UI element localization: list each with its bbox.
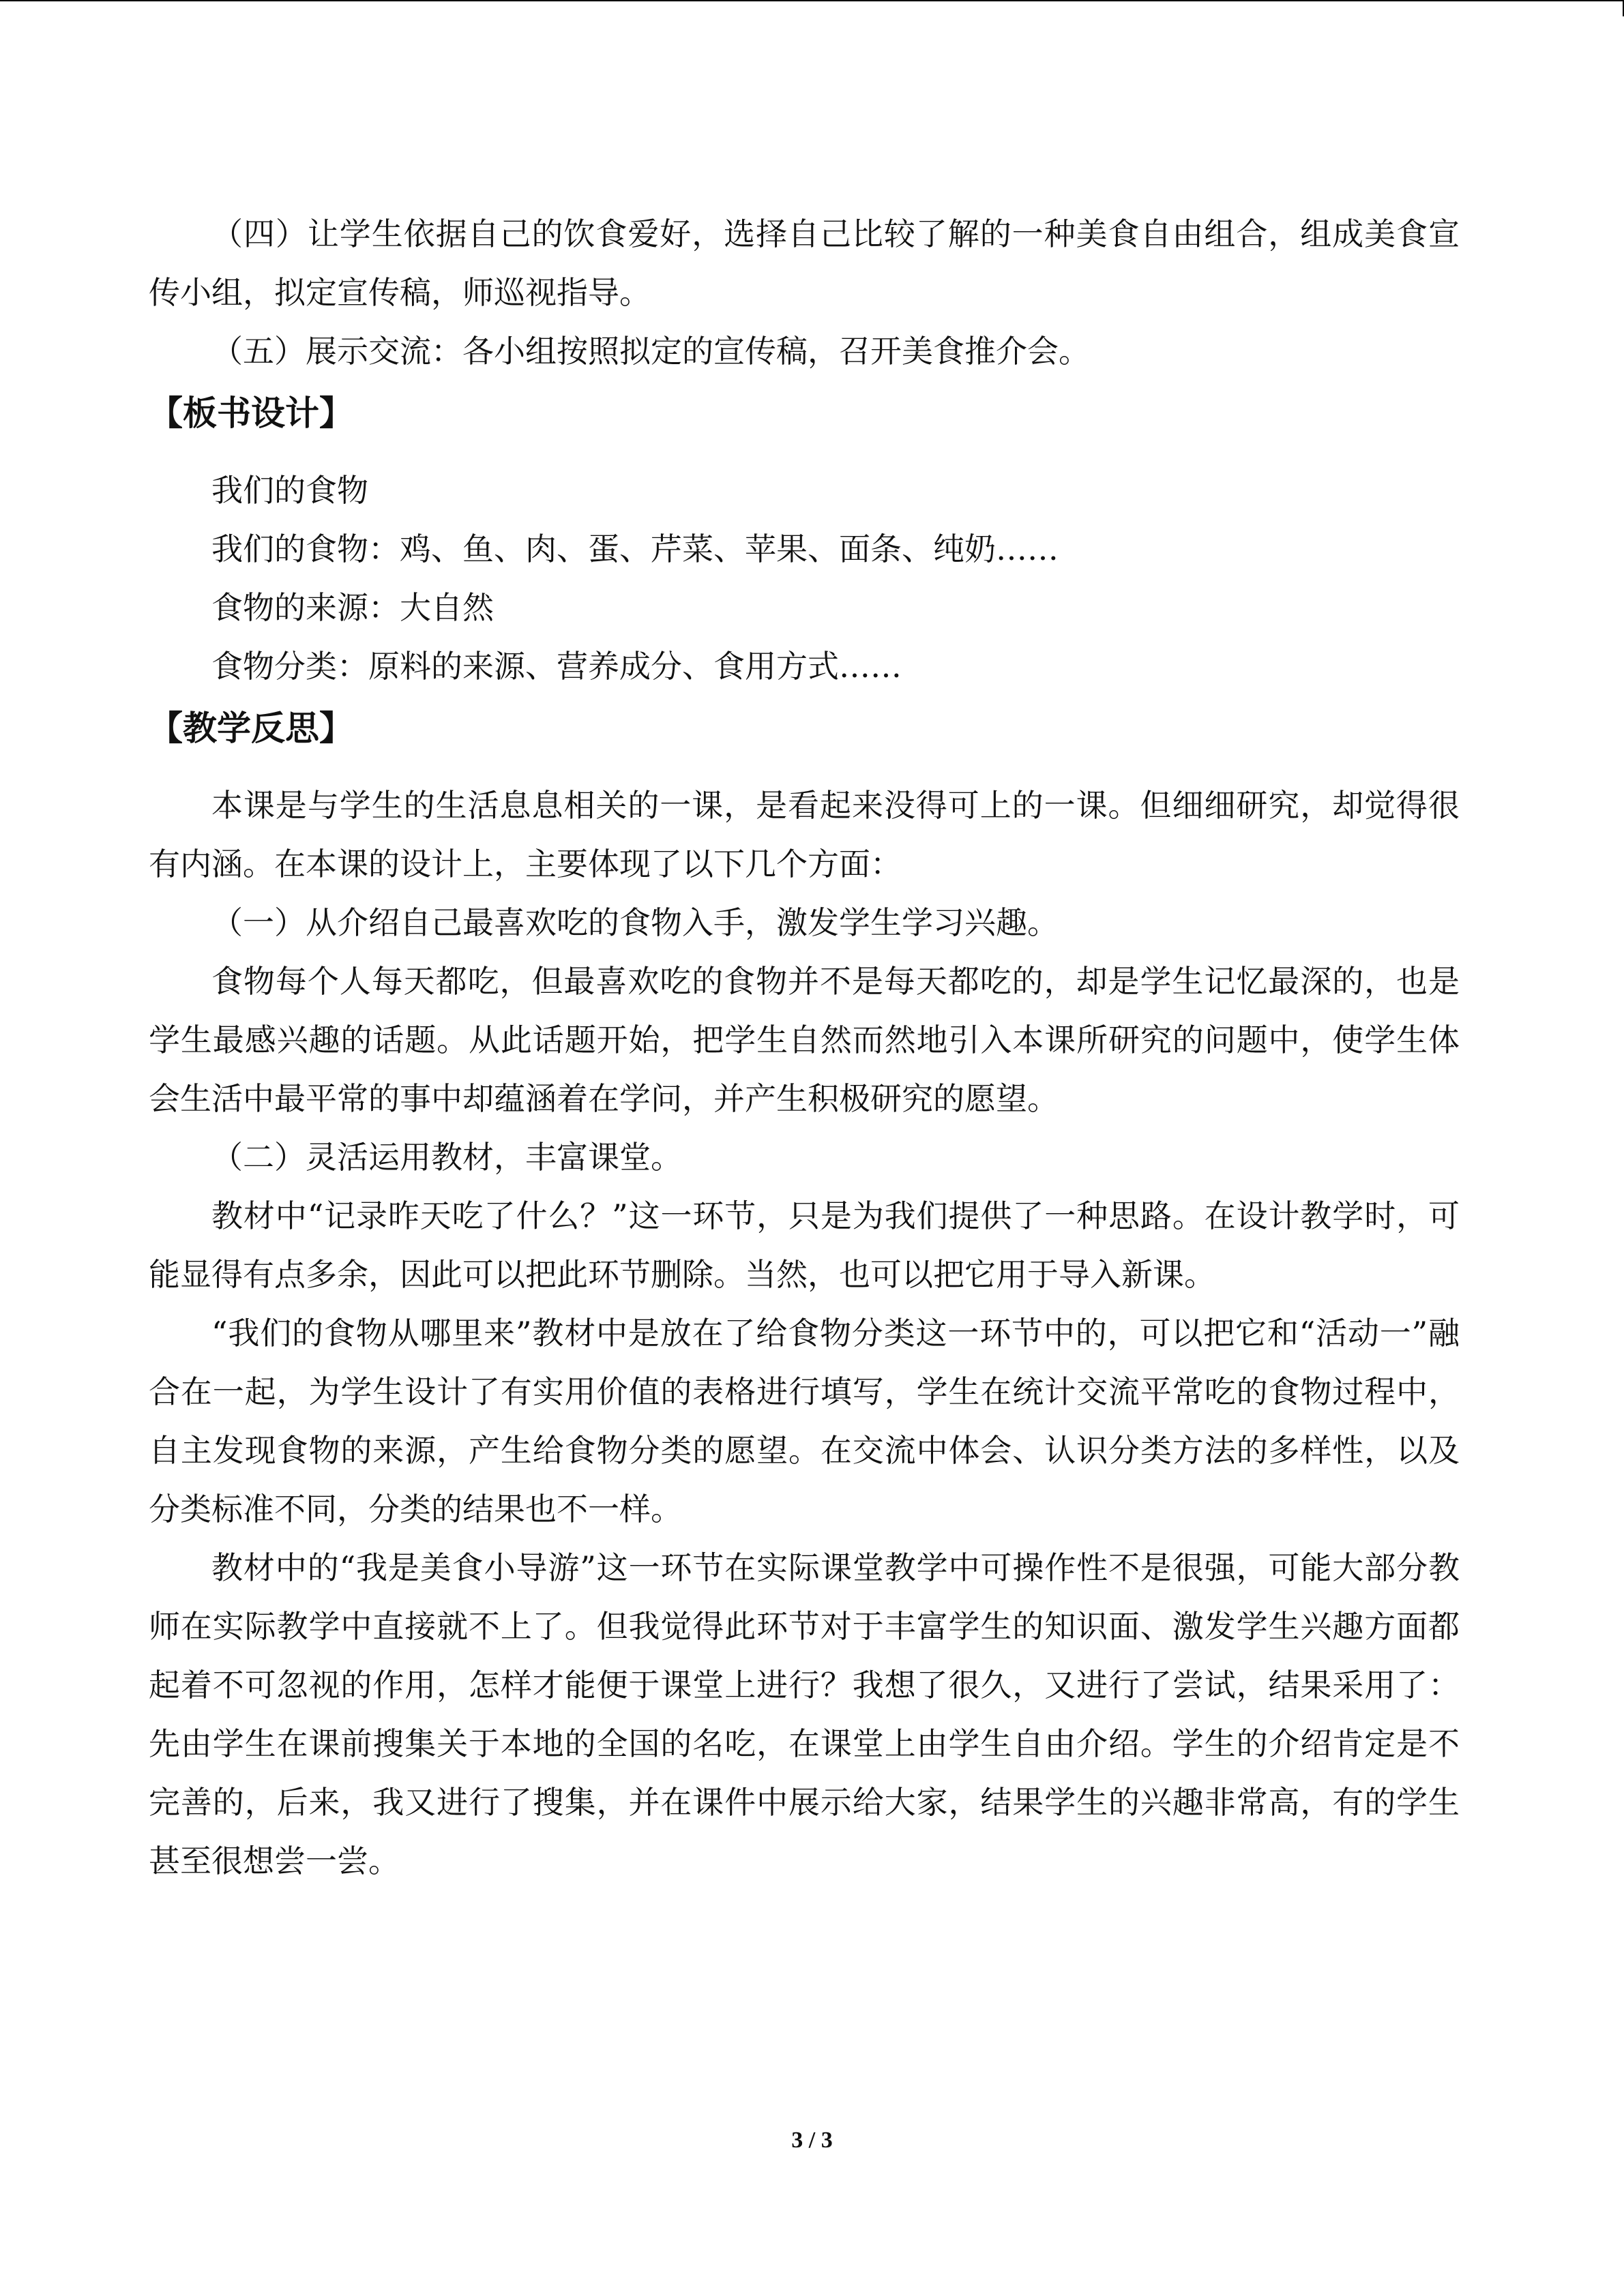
board-line: 食物分类：原料的来源、营养成分、食用方式……	[211, 648, 902, 685]
reflection-paragraph: 教材中“记录昨天吃了什么？”这一环节，只是为我们提供了一种思路。在设计教学时，可能显得有点多余，因此可以把此环节删除。当然，也可以把它用于导入新课。	[149, 1197, 1460, 1293]
board-line: 我们的食物：鸡、鱼、肉、蛋、芹菜、苹果、面条、纯奶……	[211, 531, 1059, 567]
page-number: 3 / 3	[791, 2128, 833, 2153]
reflection-paragraph: 教材中的“我是美食小导游”这一环节在实际课堂教学中可操作性不是很强，可能大部分教师在实际教学中直接就不上了。但我觉得此环节对于丰富学生的知识面、激发学生兴趣方面都起着不可忽视的作用，怎样才能便于课堂上进行？我想了很久，又进行了尝试，结果采用了：先由学生在课前搜集关于本地的全国的名吃，在课堂上由学生自由介绍。学生的介绍肯定是不完善的，后来，我又进行了搜集，并在课件中展示给大家，结果学生的兴趣非常高，有的学生甚至很想尝一尝。	[149, 1549, 1460, 1879]
reflection-paragraph: （二）灵活运用教材，丰富课堂。	[211, 1139, 682, 1176]
board-line: 我们的食物	[211, 472, 368, 509]
paragraph-step-4: （四）让学生依据自己的饮食爱好，选择自己比较了解的一种美食自由组合，组成美食宣传小组，拟定宣传稿，师巡视指导。	[149, 215, 1460, 311]
reflection-paragraph: （一）从介绍自己最喜欢吃的食物入手，激发学生学习兴趣。	[211, 904, 1059, 941]
reflection-paragraph: 本课是与学生的生活息息相关的一课，是看起来没得可上的一课。但细细研究，却觉得很有内涵。在本课的设计上，主要体现了以下几个方面：	[149, 787, 1460, 882]
teaching-reflection-heading: 【教学反思】	[149, 709, 353, 748]
paragraph-step-5: （五）展示交流：各小组按照拟定的宣传稿，召开美食推介会。	[211, 333, 1090, 370]
board-line: 食物的来源：大自然	[211, 589, 494, 626]
board-design-heading: 【板书设计】	[149, 393, 353, 433]
reflection-paragraph: “我们的食物从哪里来”教材中是放在了给食物分类这一环节中的，可以把它和“活动一”融合在一起，为学生设计了有实用价值的表格进行填写，学生在统计交流平常吃的食物过程中，自主发现食物的来源，产生给食物分类的愿望。在交流中体会、认识分类方法的多样性，以及分类标准不同，分类的结果也不一样。	[149, 1315, 1460, 1527]
reflection-paragraph: 食物每个人每天都吃，但最喜欢吃的食物并不是每天都吃的，却是学生记忆最深的，也是学生最感兴趣的话题。从此话题开始，把学生自然而然地引入本课所研究的问题中，使学生体会生活中最平常的事中却蕴涵着在学问，并产生积极研究的愿望。	[149, 963, 1460, 1117]
document-body	[149, 205, 1460, 1890]
page-top-border	[0, 0, 1624, 1]
